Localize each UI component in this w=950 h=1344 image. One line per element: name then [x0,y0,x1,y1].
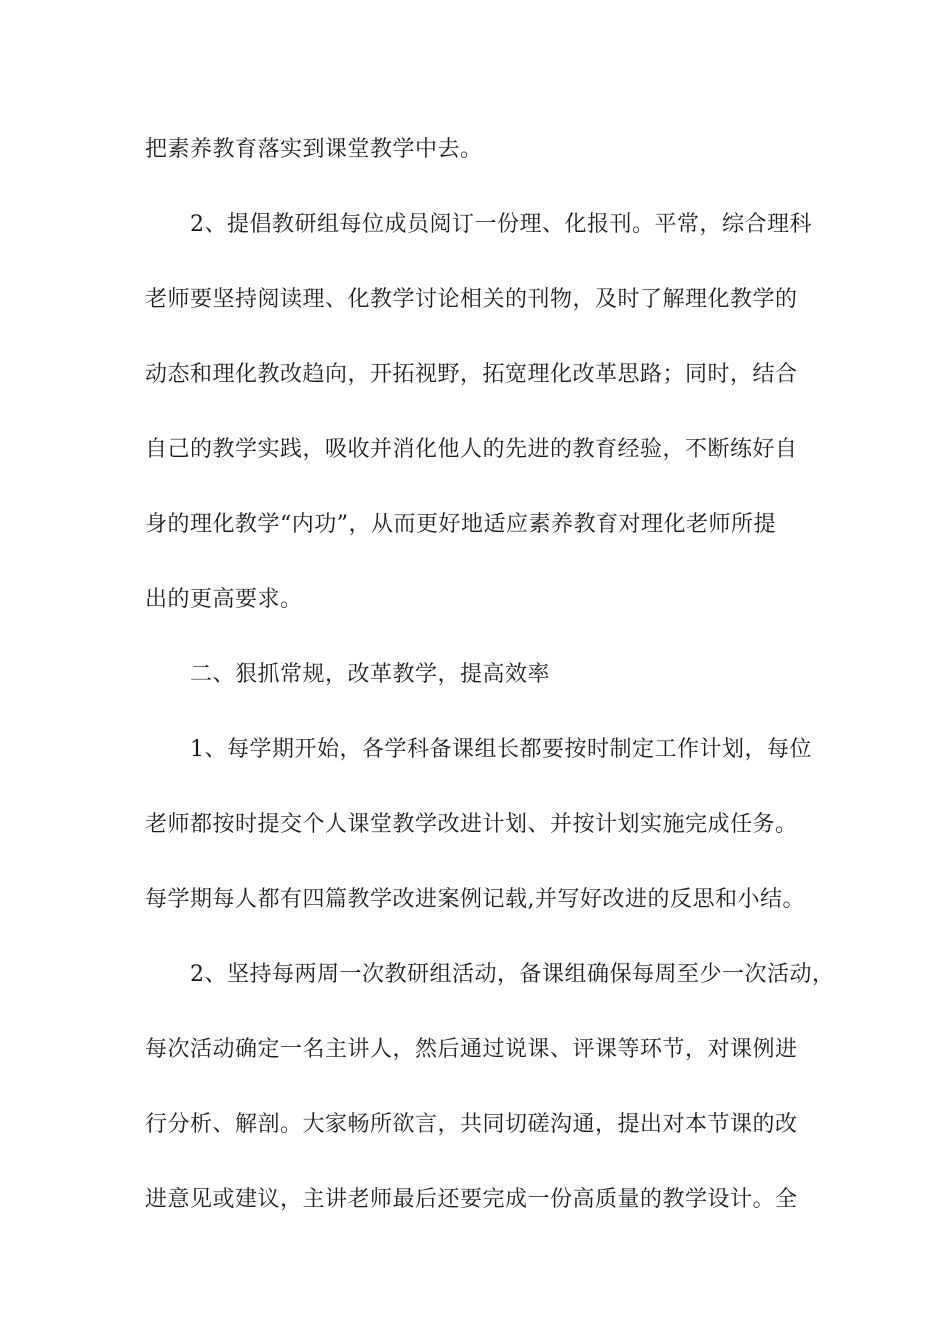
paragraph-line: 行分析、解剖。大家畅所欲言，共同切磋沟通，提出对本节课的改 [145,1112,798,1137]
paragraph-line: 每学期每人都有四篇教学改进案例记载,并写好改进的反思和小结。 [145,887,805,912]
paragraph-line: 自己的教学实践，吸收并消化他人的先进的教育经验，不断练好自 [145,437,798,462]
paragraph-line: 身的理化教学“内功”，从而更好地适应素养教育对理化老师所提 [145,512,776,537]
paragraph-line: 进意见或建议，主讲老师最后还要完成一份高质量的教学设计。全 [145,1187,798,1212]
paragraph-line: 出的更高要求。 [145,587,303,612]
paragraph-line: 2、提倡教研组每位成员阅订一份理、化报刊。平常，综合理科 [190,212,812,237]
paragraph-line: 老师要坚持阅读理、化教学讨论相关的刊物，及时了解理化教学的 [145,287,798,312]
paragraph-line: 老师都按时提交个人课堂教学改进计划、并按计划实施完成任务。 [145,812,798,837]
paragraph-line: 把素养教育落实到课堂教学中去。 [145,137,483,162]
paragraph-line: 1、每学期开始，各学科备课组长都要按时制定工作计划，每位 [190,737,812,762]
section-heading: 二、狠抓常规，改革教学，提高效率 [190,662,551,687]
paragraph-line: 2、坚持每两周一次教研组活动，备课组确保每周至少一次活动， [190,962,835,987]
paragraph-line: 动态和理化教改趋向，开拓视野，拓宽理化改革思路；同时，结合 [145,362,798,387]
paragraph-line: 每次活动确定一名主讲人，然后通过说课、评课等环节，对课例进 [145,1037,798,1062]
